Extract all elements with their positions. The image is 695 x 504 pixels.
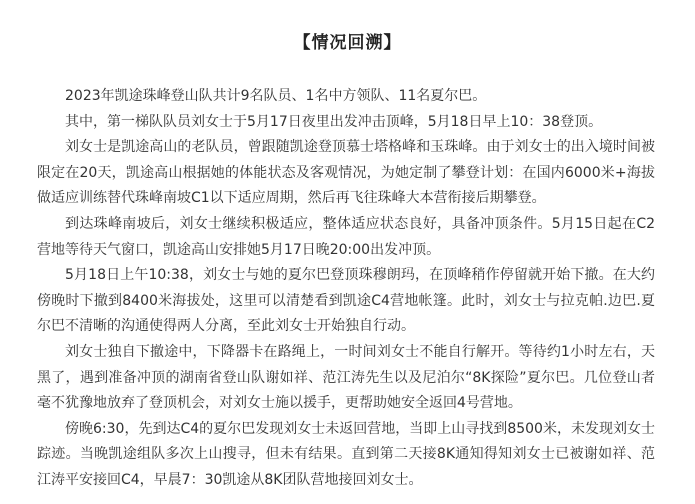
paragraph-climb-plan: 刘女士是凯途高山的老队员，曾跟随凯途登顶慕士塔格峰和玉珠峰。由于刘女士的出入境时间被限定在20天，凯途高山根据她的体能状态及客观情况，为她定制了攀登计划：在国内6000米+海拔做适应训练替代珠峰南坡C1以下适应周期，然后再飞往珠峰大本营衔接后期攀登。 [37, 139, 655, 207]
paragraph-summit-time: 其中，第一梯队队员刘女士于5月17日夜里出发冲击顶峰，5月18日早上10：38登顶。 [65, 113, 603, 130]
article-body [37, 84, 655, 494]
paragraph-acclimatization: 到达珠峰南坡后，刘女士继续积极适应，整体适应状态良好，具备冲顶条件。5月15日起在C2营地等待天气窗口，凯途高山安排她5月17日晚20:00出发冲顶。 [37, 215, 655, 258]
paragraph-separation: 5月18日上午10:38，刘女士与她的夏尔巴登顶珠穆朗玛，在顶峰稍作停留就开始下撤。在大约傍晚时下撤到8400米海拔处，这里可以清楚看到凯途C4营地帐篷。此时，刘女士与拉克帕.边巴.夏尔巴不清晰的沟通使得两人分离，至此刘女士开始独自行动。 [37, 267, 655, 335]
paragraph-rescue: 刘女士独自下撤途中，下降器卡在路绳上，一时间刘女士不能自行解开。等待约1小时左右，天黑了，遇到准备冲顶的湖南省登山队谢如祥、范江涛先生以及尼泊尔“8K探险”夏尔巴。几位登山者毫不犹豫地放弃了登顶机会，对刘女士施以援手，更帮助她安全返回4号营地。 [37, 343, 655, 412]
section-heading: 【情况回溯】 [293, 33, 402, 53]
paragraph-search: 傍晚6:30，先到达C4的夏尔巴发现刘女士未返回营地，当即上山寻找到8500米，未发现刘女士踪迹。当晚凯途组队多次上山搜寻，但未有结果。直到第二天接8K通知得知刘女士已被谢如祥、范江涛平安接回C4，早晨7：30凯途从8K团队营地接回刘女士。 [37, 420, 655, 488]
paragraph-team-summary: 2023年凯途珠峰登山队共计9名队员、1名中方领队、11名夏尔巴。 [65, 88, 487, 104]
